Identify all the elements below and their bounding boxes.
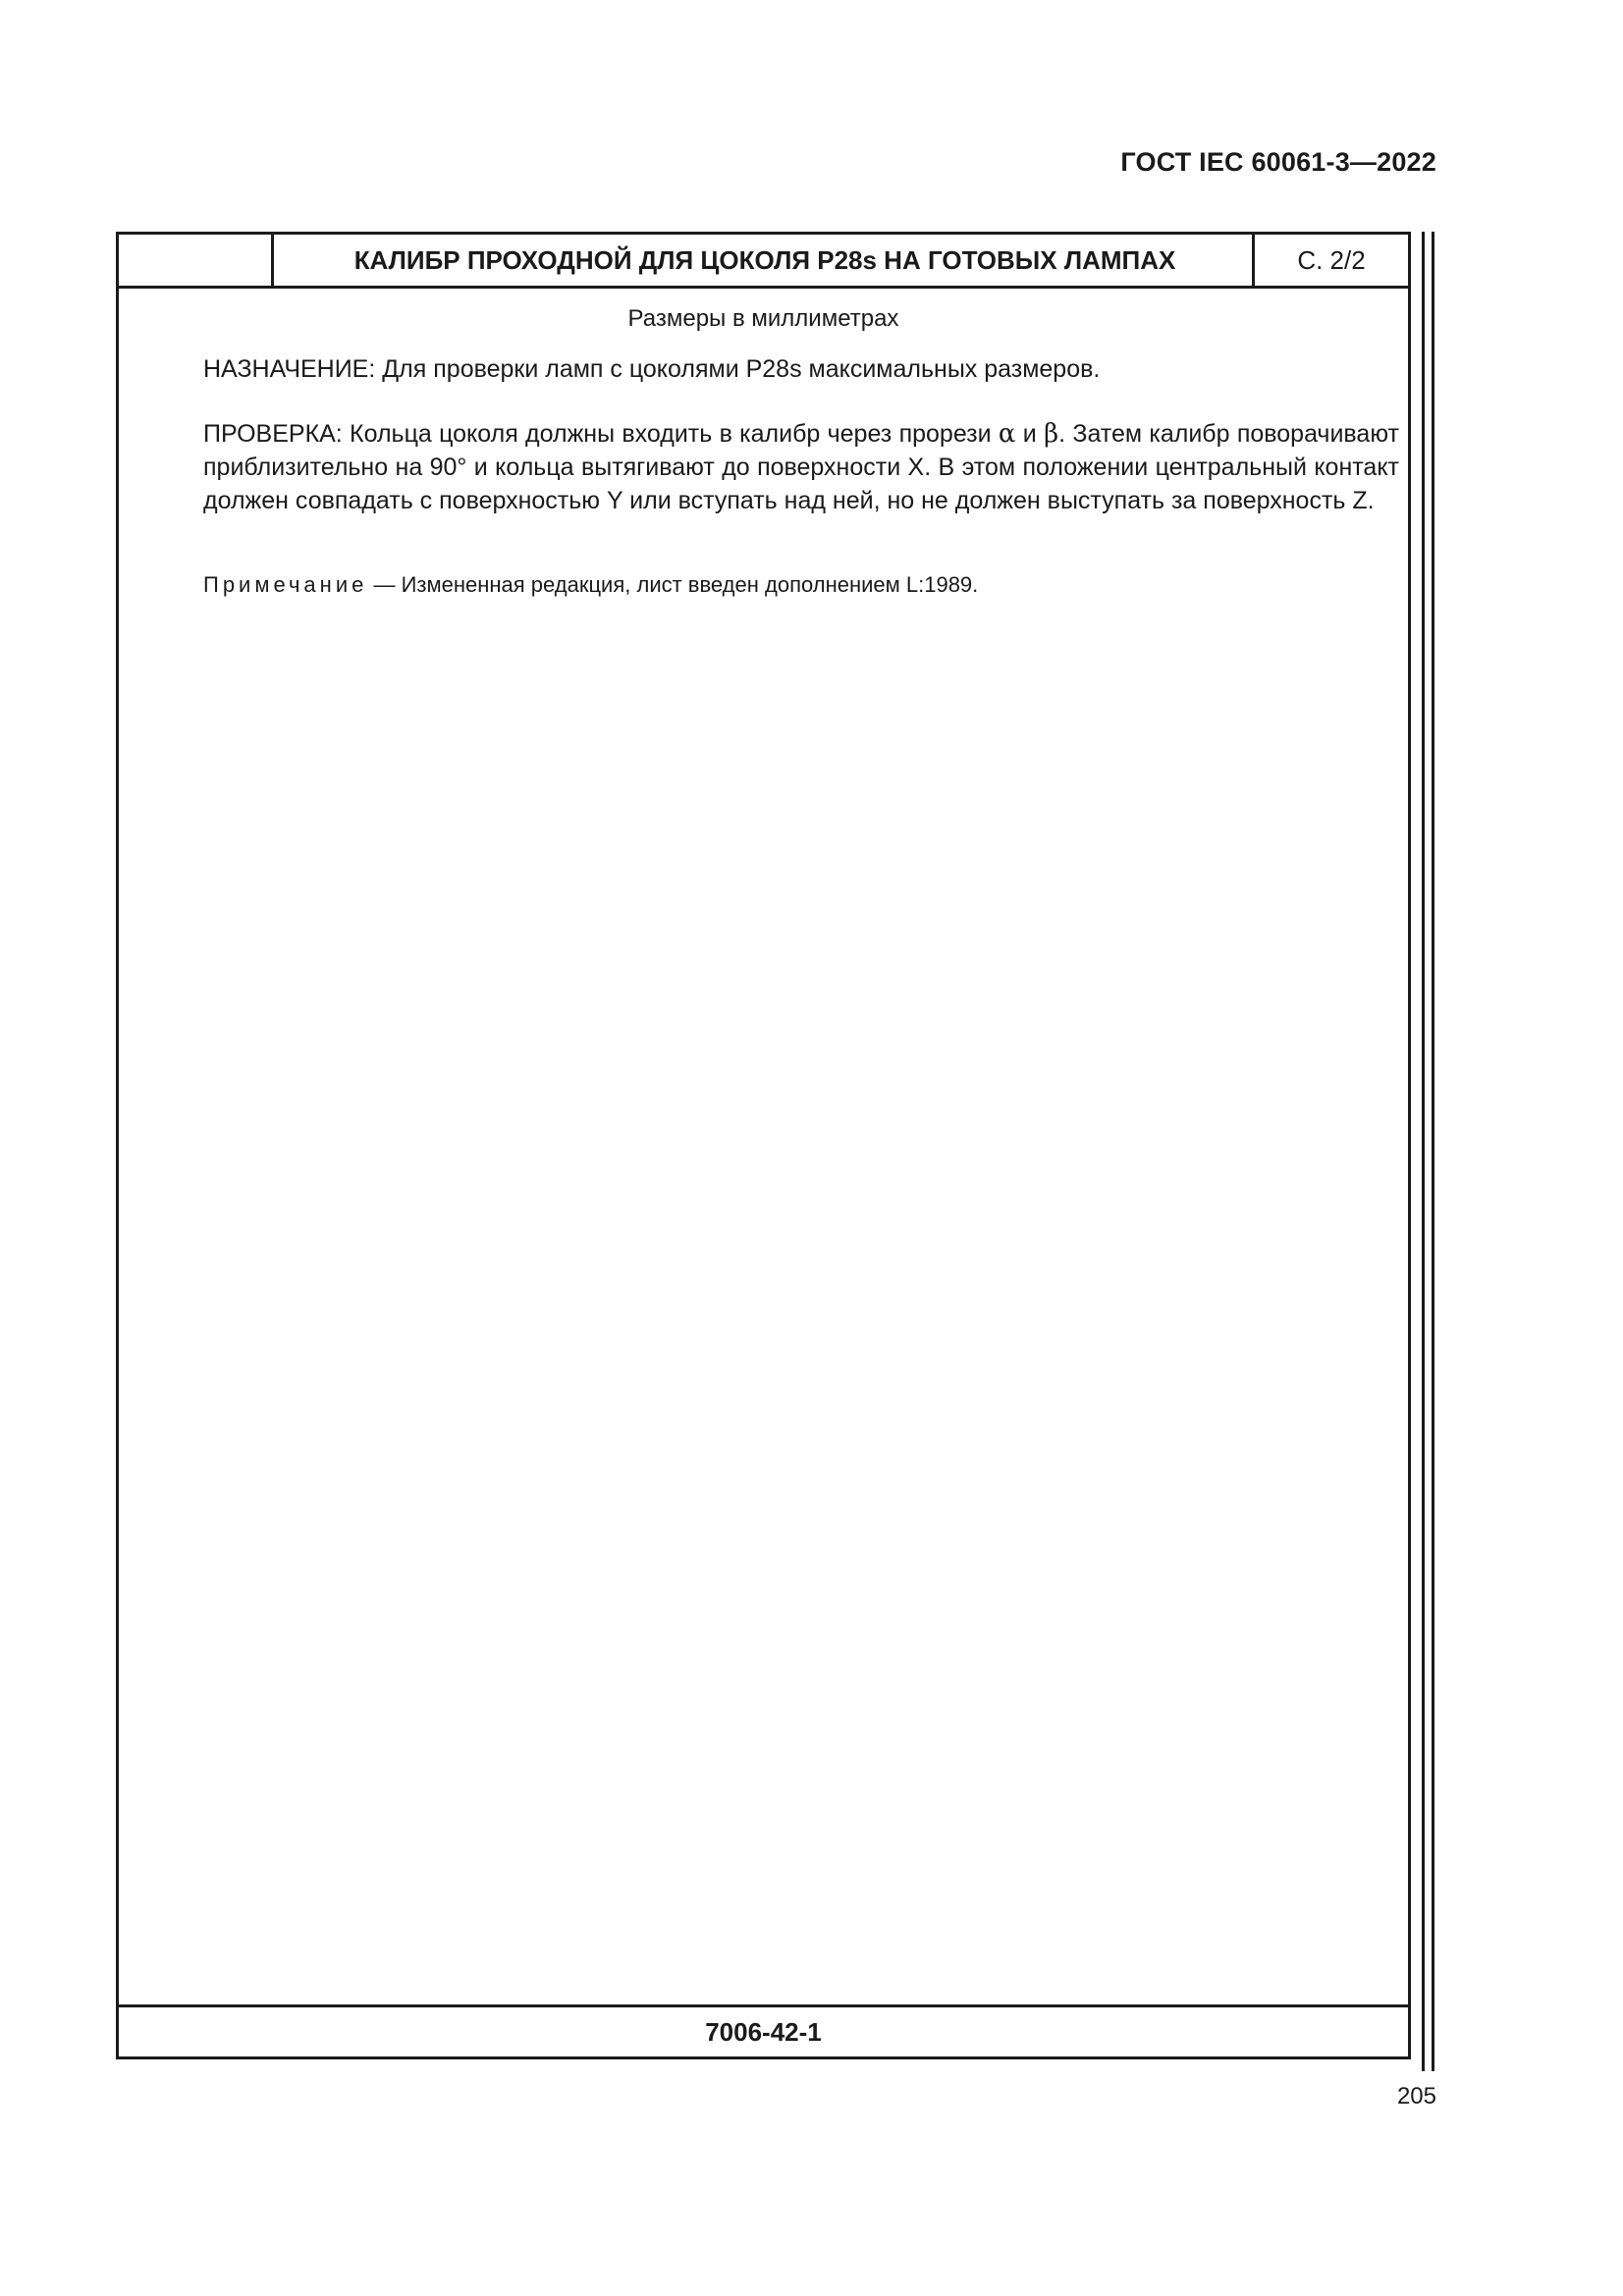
- check-text-start: ПРОВЕРКА: Кольца цоколя должны входить в калибр через прорези: [203, 420, 999, 448]
- purpose-paragraph: НАЗНАЧЕНИЕ: Для проверки ламп с цоколями P28s максимальных размеров.: [203, 355, 1101, 383]
- units-caption: Размеры в миллиметрах: [627, 305, 899, 332]
- title-empty-cell: [119, 235, 274, 286]
- sheet-code: 7006-42-1: [119, 2004, 1408, 2056]
- sheet-page-indicator: С. 2/2: [1252, 235, 1408, 286]
- note-label: Примечание: [203, 572, 368, 597]
- standard-designation: ГОСТ IEC 60061-3—2022: [1120, 147, 1436, 177]
- page-number: 205: [1396, 2083, 1436, 2109]
- note-paragraph: [203, 570, 1399, 600]
- note-text: — Измененная редакция, лист введен дополнением L:1989.: [367, 572, 979, 597]
- binding-rail-outer: [1432, 232, 1434, 2071]
- alpha-symbol: α: [998, 419, 1016, 449]
- check-text-end: . Затем калибр поворачивают приблизительно на 90° и кольца вытягивают до поверхности X. В этом положении центральный контакт должен совпадать с поверхностью Y или вступать над ней, но не должен выступать за поверхность Z.: [203, 420, 1399, 514]
- sheet-title: КАЛИБР ПРОХОДНОЙ ДЛЯ ЦОКОЛЯ P28s НА ГОТОВЫХ ЛАМПАХ: [353, 244, 1176, 275]
- beta-symbol: β: [1044, 419, 1059, 449]
- binding-rail-inner: [1422, 232, 1425, 2071]
- sheet-frame: [116, 232, 1411, 2059]
- title-row: [119, 235, 1408, 289]
- check-paragraph: [203, 417, 1399, 517]
- check-text-and: и: [1015, 420, 1045, 448]
